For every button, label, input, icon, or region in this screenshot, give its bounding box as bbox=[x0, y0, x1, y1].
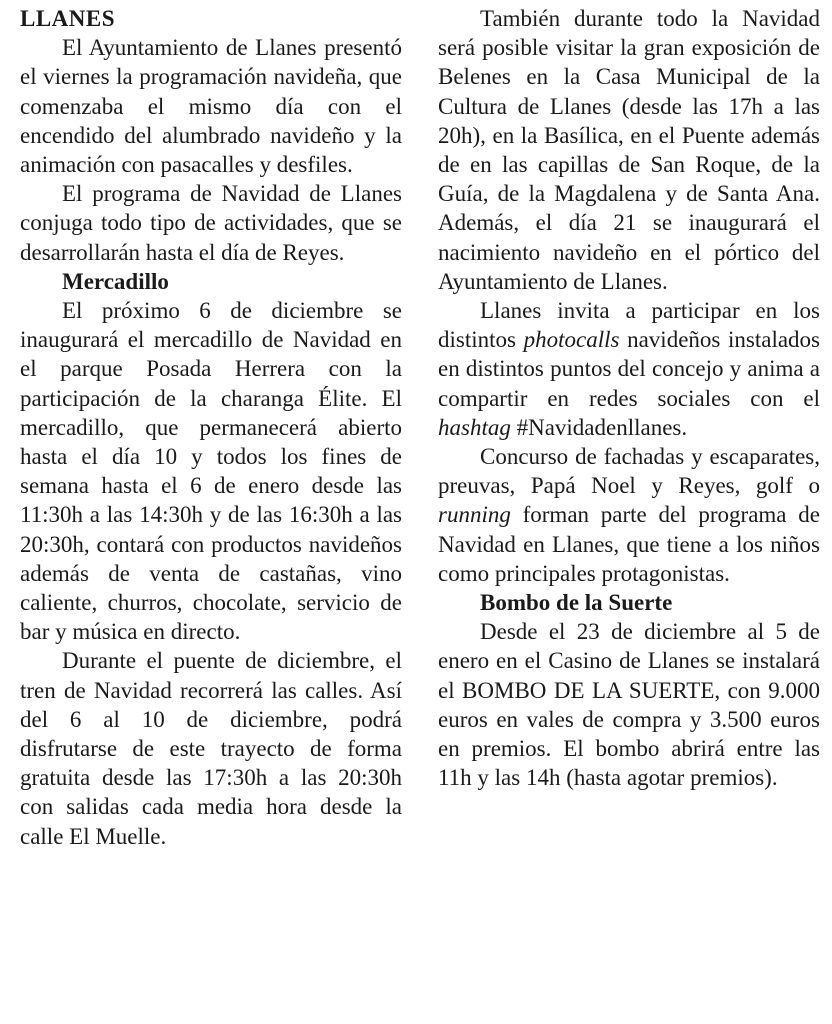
paragraph-belenes: También durante todo la Navidad será posible visitar la gran exposición de Belenes en la Casa Municipal de la Cultura de Llanes (desde las 17h a las 20h), en la Basílica, en el Puente además de en las capillas de San Roque, de la Guía, de la Magdalena y de Santa Ana. Además, el día 21 se inaugurará el nacimiento navideño en el pórtico del Ayuntamiento de Llanes. bbox=[438, 6, 820, 294]
subhead-bombo: Bombo de la Suerte bbox=[480, 590, 673, 616]
paragraph-intro: El Ayuntamiento de Llanes presentó el viernes la programación navideña, que comenzaba el mismo día con el encendido del alumbrado navideño y la animación con pasacalles y desfiles. bbox=[20, 35, 402, 178]
paragraph-programa: El programa de Navidad de Llanes conjuga todo tipo de actividades, que se desarrollarán hasta el día de Reyes. bbox=[20, 181, 402, 265]
article-columns bbox=[20, 4, 826, 851]
text-run: navideños instalados en distintos puntos del concejo y anima a compartir en redes sociales con el bbox=[438, 327, 820, 411]
subhead-mercadillo: Mercadillo bbox=[62, 268, 169, 294]
italic-hashtag: hashtag bbox=[438, 414, 511, 440]
paragraph-concurso bbox=[438, 442, 820, 588]
dateline: LLANES bbox=[20, 6, 116, 31]
column-right bbox=[438, 4, 820, 851]
paragraph-photocalls bbox=[438, 296, 820, 442]
text-run: forman parte del programa de Navidad en Llanes, que tiene a los niños como principales protagonistas. bbox=[438, 502, 820, 586]
column-left bbox=[20, 4, 402, 851]
text-run: Concurso de fachadas y escaparates, preuvas, Papá Noel y Reyes, golf o bbox=[438, 444, 820, 499]
text-run: Llanes invita a participar en los distintos bbox=[438, 298, 820, 353]
paragraph-mercadillo: El próximo 6 de diciembre se inaugurará el mercadillo de Navidad en el parque Posada Herrera con la participación de la charanga Élite. El mercadillo, que permanecerá abierto hasta el día 10 y todos los fines de semana hasta el 6 de enero desde las 11:30h a las 14:30h y de las 16:30h a las 20:30h, contará con productos navideños además de venta de castañas, vino caliente, churros, chocolate, servicio de bar y música en directo. bbox=[20, 298, 402, 645]
paragraph-bombo: Desde el 23 de diciembre al 5 de enero en el Casino de Llanes se instalará el BOMBO DE LA SUERTE, con 9.000 euros en vales de compra y 3.500 euros en premios. El bombo abrirá entre las 11h y las 14h (hasta agotar premios). bbox=[438, 619, 820, 791]
italic-photocalls: photocalls bbox=[523, 327, 620, 353]
paragraph-tren: Durante el puente de diciembre, el tren de Navidad recorrerá las calles. Así del 6 al 10 de diciembre, podrá disfrutarse de este trayecto de forma gratuita desde las 17:30h a las 20:30h con salidas cada media hora desde la calle El Muelle. bbox=[20, 648, 402, 849]
text-run: #Navidadenllanes. bbox=[510, 414, 688, 440]
italic-running: running bbox=[438, 502, 511, 528]
